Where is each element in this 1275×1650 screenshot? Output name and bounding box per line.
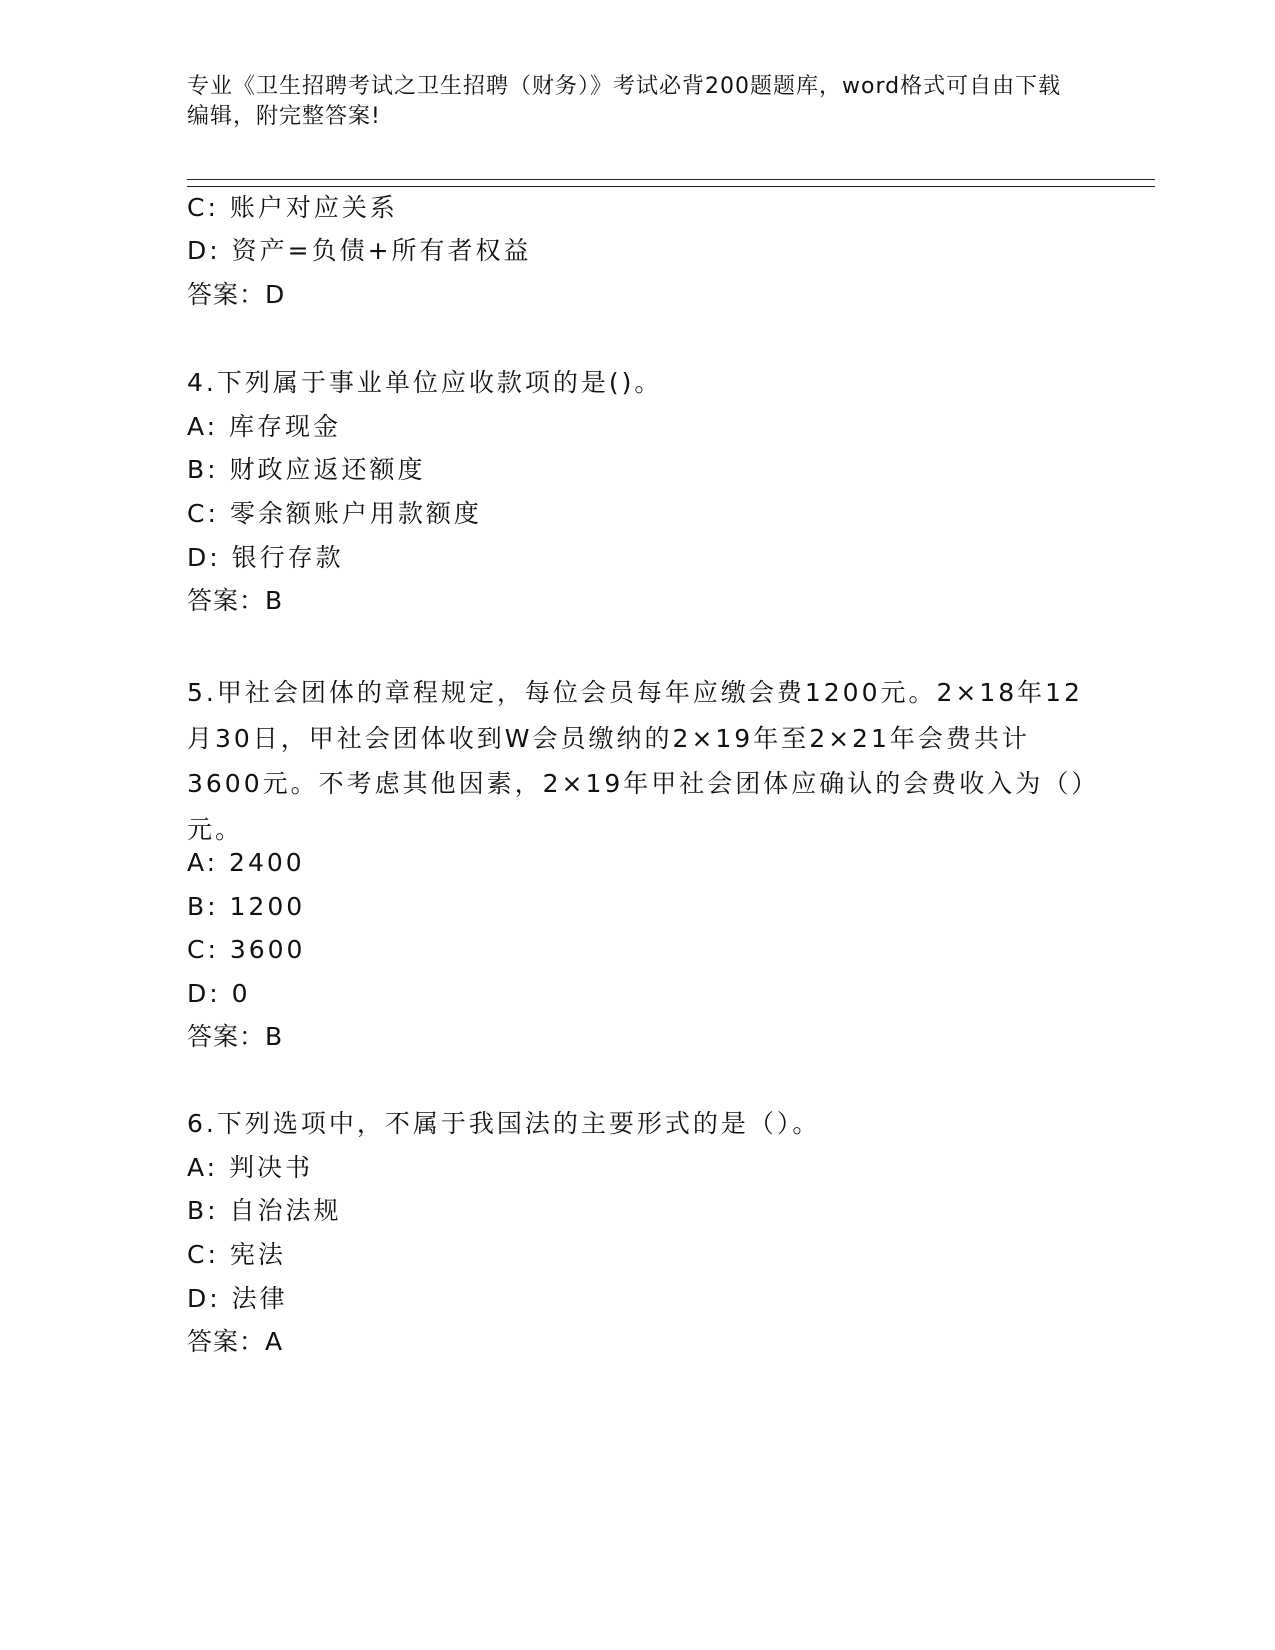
q6-option-b: B: 自治法规 xyxy=(187,1196,342,1225)
q5-option-c: C: 3600 xyxy=(187,935,306,964)
q6-option-c: C: 宪法 xyxy=(187,1240,286,1269)
q6-stem: 6.下列选项中，不属于我国法的主要形式的是（）。 xyxy=(187,1109,821,1138)
q5-option-a: A: 2400 xyxy=(187,848,305,877)
q4-option-d: D: 银行存款 xyxy=(187,543,344,572)
q5-answer: 答案：B xyxy=(187,1022,284,1051)
q3-option-c: C: 账户对应关系 xyxy=(187,193,398,222)
document-header: 专业《卫生招聘考试之卫生招聘（财务）》考试必背200题题库，word格式可自由下载编辑，附完整答案! xyxy=(187,74,1062,129)
q4-answer: 答案：B xyxy=(187,586,284,615)
q6-answer: 答案：A xyxy=(187,1327,284,1356)
q4-option-c: C: 零余额账户用款额度 xyxy=(187,499,482,528)
header-divider xyxy=(187,179,1155,187)
q3-option-d: D: 资产=负债+所有者权益 xyxy=(187,236,532,265)
q5-option-d: D: 0 xyxy=(187,979,251,1008)
q4-option-a: A: 库存现金 xyxy=(187,412,342,441)
q4-stem: 4.下列属于事业单位应收款项的是()。 xyxy=(187,368,663,397)
q5-option-b: B: 1200 xyxy=(187,892,306,921)
q4-option-b: B: 财政应返还额度 xyxy=(187,455,426,484)
q6-option-a: A: 判决书 xyxy=(187,1153,314,1182)
q5-stem: 5.甲社会团体的章程规定，每位会员每年应缴会费1200元。2×18年12月30日，甲社会团体收到W会员缴纳的2×19年至2×21年会费共计3600元。不考虑其他因素，2×19年甲社会团体应确认的会费收入为（）元。 xyxy=(187,678,1087,844)
q6-option-d: D: 法律 xyxy=(187,1284,288,1313)
q3-answer: 答案：D xyxy=(187,280,286,309)
